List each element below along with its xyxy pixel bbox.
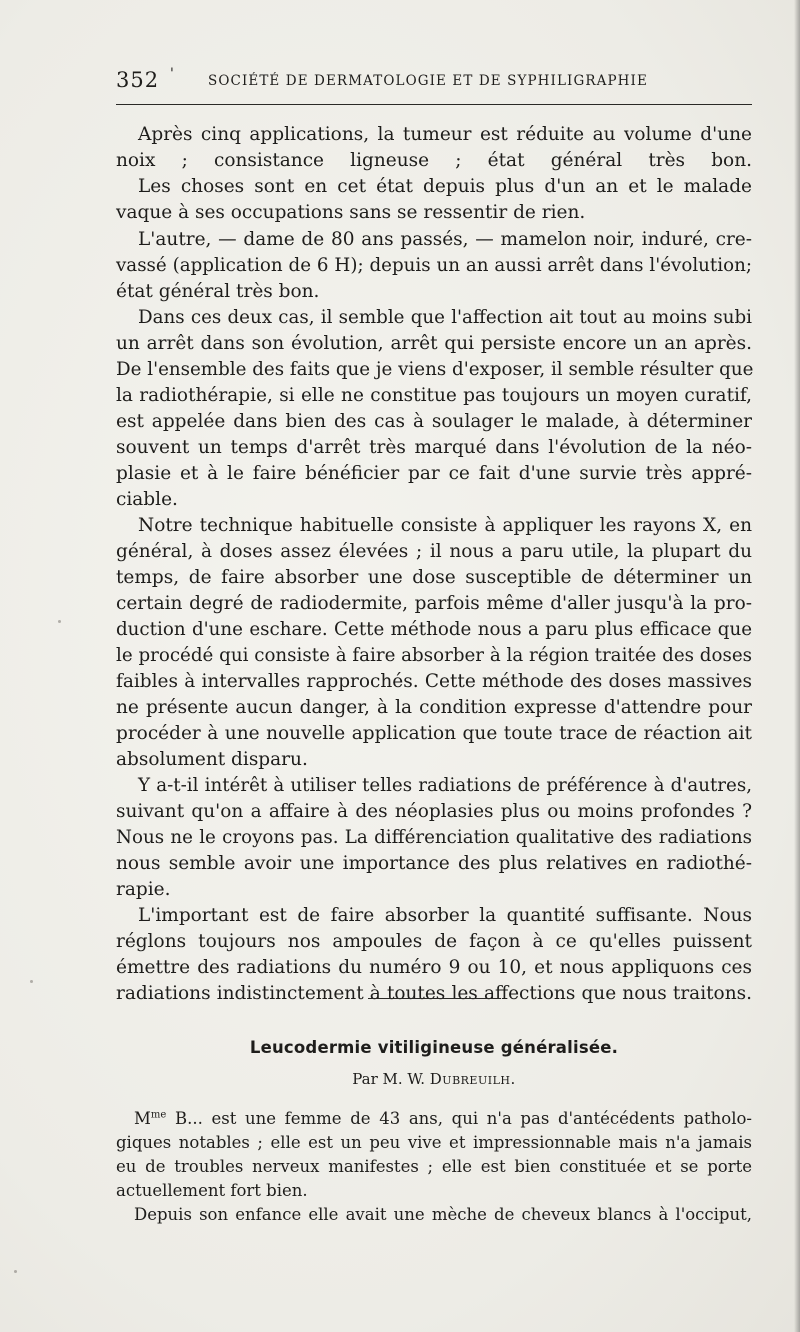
body-line: réglons toujours nos ampoules de façon à ce qu'elles puissent (116, 931, 752, 952)
body-line: L'autre, — dame de 80 ans passés, — mamelon noir, induré, cre- (138, 229, 752, 250)
section-line-rest: B... est une femme de 43 ans, qui n'a pas d'antécédents patholo- (166, 1109, 752, 1128)
body-line: vaque à ses occupations sans se ressentir de rien. (116, 202, 586, 223)
body-line: ne présente aucun danger, à la condition expresse d'attendre pour (116, 697, 752, 718)
body-line: rapie. (116, 879, 171, 900)
body-line: nous semble avoir une importance des plus relatives en radiothé- (116, 853, 752, 874)
header-mark: ' (170, 66, 174, 82)
body-line: suivant qu'on a affaire à des néoplasies plus ou moins profondes ? (116, 801, 752, 822)
body-line: L'important est de faire absorber la quantité suffisante. Nous (138, 905, 752, 926)
body-line: Nous ne le croyons pas. La différenciation qualitative des radiations (116, 827, 752, 848)
body-line: état général très bon. (116, 281, 320, 302)
body-line: la radiothérapie, si elle ne constitue pas toujours un moyen curatif, (116, 385, 752, 406)
body-line: Notre technique habituelle consiste à appliquer les rayons X, en (138, 515, 752, 536)
body-line: souvent un temps d'arrêt très marqué dans l'évolution de la néo- (116, 437, 752, 458)
body-line: le procédé qui consiste à faire absorber à la région traitée des doses (116, 645, 752, 666)
paper-speck (58, 620, 61, 623)
body-line: émettre des radiations du numéro 9 ou 10, et nous appliquons ces (116, 957, 752, 978)
body-line: De l'ensemble des faits que je viens d'exposer, il semble résulter que (116, 359, 754, 380)
section-line: actuellement fort bien. (116, 1181, 308, 1200)
running-title: SOCIÉTÉ DE DERMATOLOGIE ET DE SYPHILIGRAPHIE (208, 73, 648, 89)
body-line: ciable. (116, 489, 178, 510)
page-edge-shadow (794, 0, 800, 1332)
body-line: général, à doses assez élevées ; il nous a paru utile, la plupart du (116, 541, 752, 562)
body-line: plasie et à le faire bénéficier par ce fait d'une survie très appré- (116, 463, 752, 484)
section-title: Leucodermie vitiligineuse généralisée. (249, 1038, 619, 1057)
body-line: certain degré de radiodermite, parfois même d'aller jusqu'à la pro- (116, 593, 752, 614)
page-header (116, 68, 752, 94)
section-line: Depuis son enfance elle avait une mèche de cheveux blancs à l'occiput, (134, 1205, 752, 1224)
body-line: Les choses sont en cet état depuis plus d'un an et le malade (138, 176, 752, 197)
honorific: M (134, 1109, 151, 1128)
body-line: duction d'une eschare. Cette méthode nous a paru plus efficace que (116, 619, 752, 640)
body-line: absolument disparu. (116, 749, 308, 770)
body-line: Y a-t-il intérêt à utiliser telles radiations de préférence à d'autres, (138, 775, 752, 796)
body-line: temps, de faire absorber une dose susceptible de déterminer un (116, 567, 752, 588)
body-line: procéder à une nouvelle application que toute trace de réaction ait (116, 723, 752, 744)
body-line: noix ; consistance ligneuse ; état général très bon. (116, 150, 752, 171)
section-line: eu de troubles nerveux manifestes ; elle est bien constituée et se porte (116, 1157, 752, 1176)
section-line: giques notables ; elle est un peu vive et impressionnable mais n'a jamais (116, 1133, 752, 1152)
section-byline (116, 1068, 752, 1090)
page-number: 352 (116, 68, 160, 92)
body-line: vassé (application de 6 H); depuis un an aussi arrêt dans l'évolution; (116, 255, 752, 276)
body-line: est appelée dans bien des cas à soulager le malade, à déterminer (116, 411, 752, 432)
paper-speck (14, 1270, 17, 1273)
honorific-superscript: me (150, 1109, 167, 1121)
body-line: radiations indistinctement à toutes les affections que nous traitons. (116, 983, 752, 1004)
section-line (134, 1107, 752, 1131)
body-line: un arrêt dans son évolution, arrêt qui persiste encore un an après. (116, 333, 752, 354)
byline-author: Dubreuilh. (429, 1070, 516, 1088)
section-divider (368, 998, 500, 999)
byline-prefix: Par M. W. (352, 1070, 430, 1088)
body-line: Dans ces deux cas, il semble que l'affection ait tout au moins subi (138, 307, 752, 328)
body-line: faibles à intervalles rapprochés. Cette méthode des doses massives (116, 671, 752, 692)
body-line: Après cinq applications, la tumeur est réduite au volume d'une (138, 124, 752, 145)
header-rule (116, 104, 752, 105)
paper-speck (30, 980, 33, 983)
